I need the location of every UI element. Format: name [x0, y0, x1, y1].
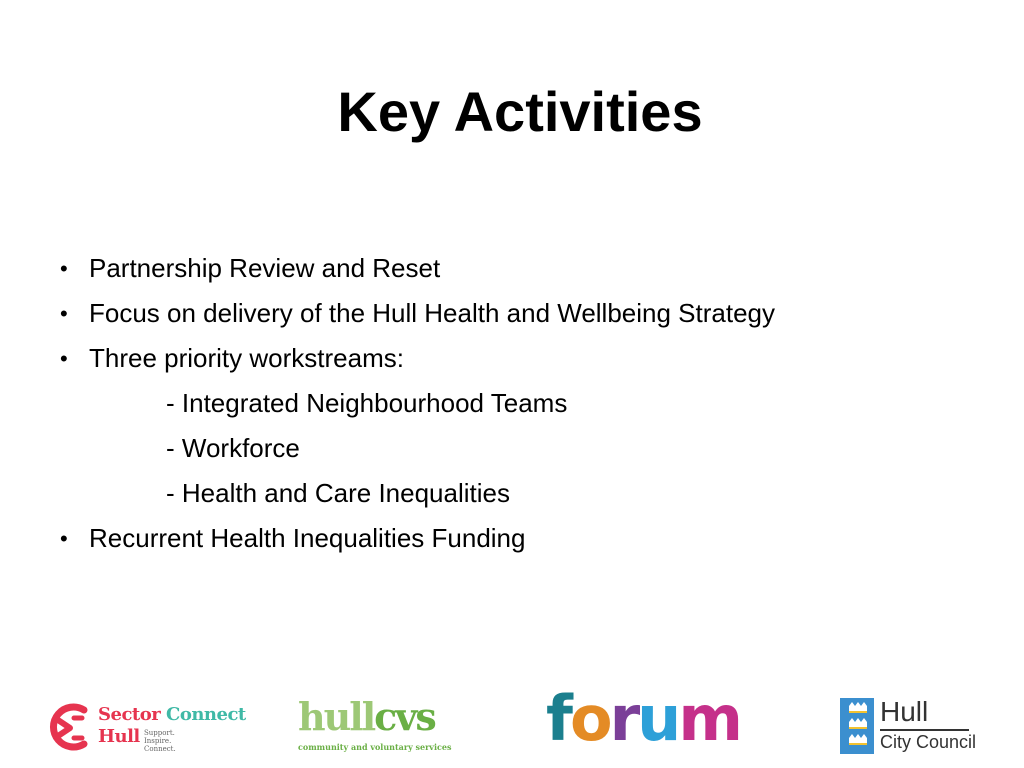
sector-connect-tagline: Support. Inspire. Connect.	[144, 729, 176, 753]
sector-connect-mark-icon	[44, 700, 92, 754]
sector-connect-hull-word: Hull	[98, 726, 140, 747]
hullcvs-wordmark: hullcvs	[298, 694, 435, 739]
sub-bullet-item: - Health and Care Inequalities	[166, 478, 510, 508]
bullet-item: • Focus on delivery of the Hull Health and Wellbeing Strategy	[60, 291, 775, 336]
bullet-item: • Three priority workstreams:	[60, 336, 775, 381]
hull-city-council-hull-word: Hull	[880, 696, 929, 727]
hullcvs-logo	[298, 694, 470, 758]
hullcvs-tagline: community and voluntary services	[298, 742, 452, 752]
sector-connect-hull-logo	[44, 700, 244, 756]
sub-bullet-item: - Integrated Neighbourhood Teams	[166, 388, 568, 418]
hull-city-council-rule	[880, 729, 969, 731]
forum-wordmark: forum	[546, 682, 740, 755]
hull-city-council-logo	[840, 696, 977, 758]
sector-connect-wordmark: Sector Connect	[98, 704, 246, 725]
bullet-item: • Recurrent Health Inequalities Funding	[60, 516, 775, 561]
bullet-item: • Partnership Review and Reset	[60, 246, 775, 291]
bullet-list	[60, 246, 775, 561]
forum-logo	[546, 682, 758, 755]
sub-bullet-item: - Workforce	[166, 433, 300, 463]
logo-strip	[0, 680, 1024, 768]
crest-icon	[840, 698, 874, 754]
hull-city-council-subtitle: City Council	[880, 732, 977, 752]
slide-title: Key Activities	[337, 80, 703, 143]
